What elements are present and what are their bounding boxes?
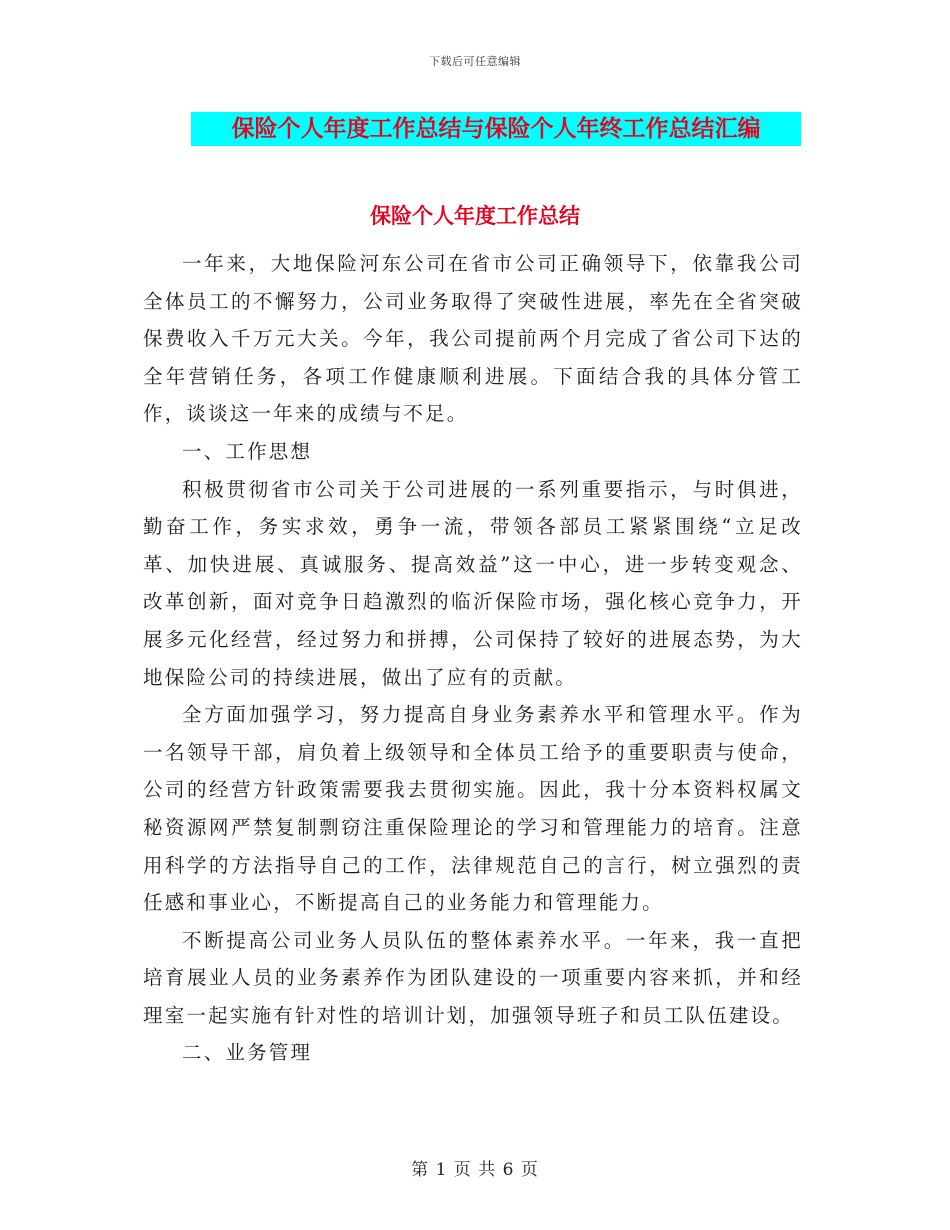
paragraph: 不断提高公司业务人员队伍的整体素养水平。一年来，我一直把培育展业人员的业务素养作为团队建设的一项重要内容来抓，并和经理室一起实施有针对性的培训计划，加强领导班子和员工队伍建设。 xyxy=(143,928,803,1027)
main-title-highlight xyxy=(191,112,801,146)
main-title: 保险个人年度工作总结与保险个人年终工作总结汇编 xyxy=(231,116,761,142)
paragraph: 积极贯彻省市公司关于公司进展的一系列重要指示，与时俱进，勤奋工作，务实求效，勇争一流，带领各部员工紧紧围绕“立足改革、加快进展、真诚服务、提高效益”这一中心，进一步转变观念、改革创新，面对竞争日趋激烈的临沂保险市场，强化核心竞争力，开展多元化经营，经过努力和拼搏，公司保持了较好的进展态势，为大地保险公司的持续进展，做出了应有的贡献。 xyxy=(143,477,803,689)
paragraph: 一年来，大地保险河东公司在省市公司正确领导下，依靠我公司全体员工的不懈努力，公司业务取得了突破性进展，率先在全省突破保费收入千万元大关。今年，我公司提前两个月完成了省公司下达的全年营销任务，各项工作健康顺利进展。下面结合我的具体分管工作，谈谈这一年来的成绩与不足。 xyxy=(143,252,803,426)
section-heading: 一、工作思想 xyxy=(182,439,313,463)
section-title: 保险个人年度工作总结 xyxy=(370,204,580,228)
section-heading: 二、业务管理 xyxy=(182,1041,313,1065)
body-text xyxy=(143,245,803,1072)
paragraph: 全方面加强学习，努力提高自身业务素养水平和管理水平。作为一名领导干部，肩负着上级领导和全体员工给予的重要职责与使命，公司的经营方针政策需要我去贯彻实施。因此，我十分本资料权属文秘资源网严禁复制剽窃注重保险理论的学习和管理能力的培育。注意用科学的方法指导自己的工作，法律规范自己的言行，树立强烈的责任感和事业心，不断提高自己的业务能力和管理能力。 xyxy=(143,703,803,915)
page-footer: 第 1 页 共 6 页 xyxy=(411,1160,539,1180)
header-note: 下载后可任意编辑 xyxy=(429,55,521,68)
